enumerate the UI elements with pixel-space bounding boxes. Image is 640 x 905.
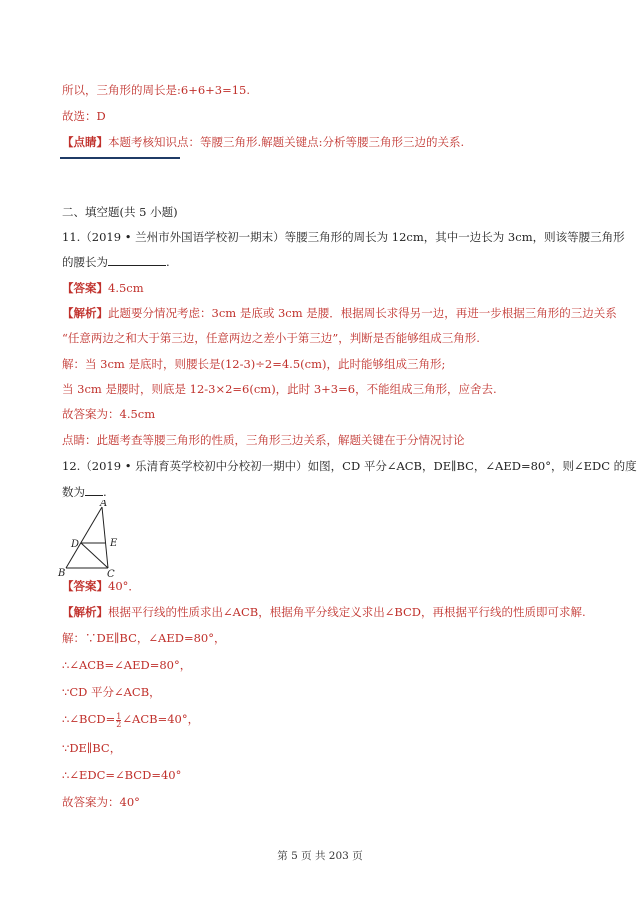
q11-analysis-tag: 【解析】 xyxy=(62,306,108,320)
q11-line2 xyxy=(62,254,170,270)
segment-dc xyxy=(81,543,108,568)
q11-answer-tag: 【答案】 xyxy=(62,281,108,295)
q12-step-4 xyxy=(62,711,199,728)
q12-step-1: 解：∵DE∥BC，∠AED=80°， xyxy=(62,631,226,645)
perimeter-line: 所以，三角形的周长是:6+6+3=15. xyxy=(62,83,251,97)
choice-line: 故选：D xyxy=(62,109,106,123)
q11-answer-line xyxy=(62,280,144,296)
q12-line2 xyxy=(62,484,107,500)
q11-answer-blank xyxy=(108,254,166,266)
q12-analysis: 根据平行线的性质求出∠ACB，根据角平分线定义求出∠BCD，再根据平行线的性质即可求解. xyxy=(108,605,586,619)
fraction-numerator: 1 xyxy=(116,711,122,721)
q12-answer-line xyxy=(62,578,140,594)
q12-answer: 40°． xyxy=(108,579,140,593)
label-a: A xyxy=(100,500,108,509)
label-e: E xyxy=(110,538,118,549)
tip-line xyxy=(62,134,464,150)
q11-solution-1: 解：当 3cm 是底时，则腰长是(12-3)÷2=4.5(cm)，此时能够组成三角形; xyxy=(62,357,446,371)
q12-answer-tag: 【答案】 xyxy=(62,579,108,593)
q12-step-3: ∵CD 平分∠ACB， xyxy=(62,685,161,699)
section-title: 二、填空题(共 5 小题) xyxy=(62,205,178,219)
q11-analysis-line2: “任意两边之和大于第三边，任意两边之差小于第三边”，判断是否能够组成三角形. xyxy=(62,331,480,345)
q11-line1: 11.（2019 • 兰州市外国语学校初一期末）等腰三角形的周长为 12cm，其中一边长为 3cm，则该等腰三角形 xyxy=(62,230,625,244)
q11-analysis-line1 xyxy=(62,305,617,321)
q12-analysis-tag: 【解析】 xyxy=(62,605,108,619)
q12-step-5: ∵DE∥BC， xyxy=(62,741,122,755)
tip-text: 本题考核知识点：等腰三角形.解题关键点:分析等腰三角形三边的关系. xyxy=(108,135,465,149)
q11-solution-2: 当 3cm 是腰时，则底是 12-3×2=6(cm)，此时 3+3=6，不能组成三角形，应舍去. xyxy=(62,382,497,396)
q11-analysis-1: 此题要分情况考虑：3cm 是底或 3cm 是腰．根据周长求得另一边，再进一步根据三角形的三边关系 xyxy=(108,306,617,320)
q12-answer-blank xyxy=(85,484,103,496)
triangle-figure xyxy=(56,500,128,578)
q12-step-4-prefix: ∴∠BCD= xyxy=(62,712,116,726)
label-c: C xyxy=(107,569,115,578)
side-ab xyxy=(66,507,102,568)
q12-line2-prefix: 数为 xyxy=(62,485,85,499)
q12-step-2: ∴∠ACB=∠AED=80°， xyxy=(62,658,192,672)
label-b: B xyxy=(58,568,66,578)
tip-tag: 【点睛】 xyxy=(62,135,108,149)
q11-line2-suffix: . xyxy=(166,255,170,269)
q11-answer: 4.5cm xyxy=(108,281,144,295)
q12-analysis-line xyxy=(62,604,586,620)
fraction-denominator: 2 xyxy=(116,719,122,729)
q12-line2-suffix: . xyxy=(103,485,107,499)
q12-line1: 12.（2019 • 乐清育英学校初中分校初一期中）如图，CD 平分∠ACB，DE∥BC，∠AED=80°，则∠EDC 的度 xyxy=(62,459,637,473)
one-half-fraction xyxy=(116,713,121,728)
divider-rule xyxy=(60,157,180,159)
q11-line2-prefix: 的腰长为 xyxy=(62,255,108,269)
q11-tip: 点睛：此题考查等腰三角形的性质，三角形三边关系，解题关键在于分情况讨论 xyxy=(62,433,465,447)
q12-step-4-suffix: ∠ACB=40°， xyxy=(122,712,200,726)
page-footer: 第 5 页 共 203 页 xyxy=(277,850,363,862)
q12-final: 故答案为：40° xyxy=(62,795,140,809)
q12-step-6: ∴∠EDC=∠BCD=40° xyxy=(62,768,182,782)
q11-final: 故答案为：4.5cm xyxy=(62,407,156,421)
label-d: D xyxy=(71,539,80,550)
side-ac xyxy=(102,507,108,568)
